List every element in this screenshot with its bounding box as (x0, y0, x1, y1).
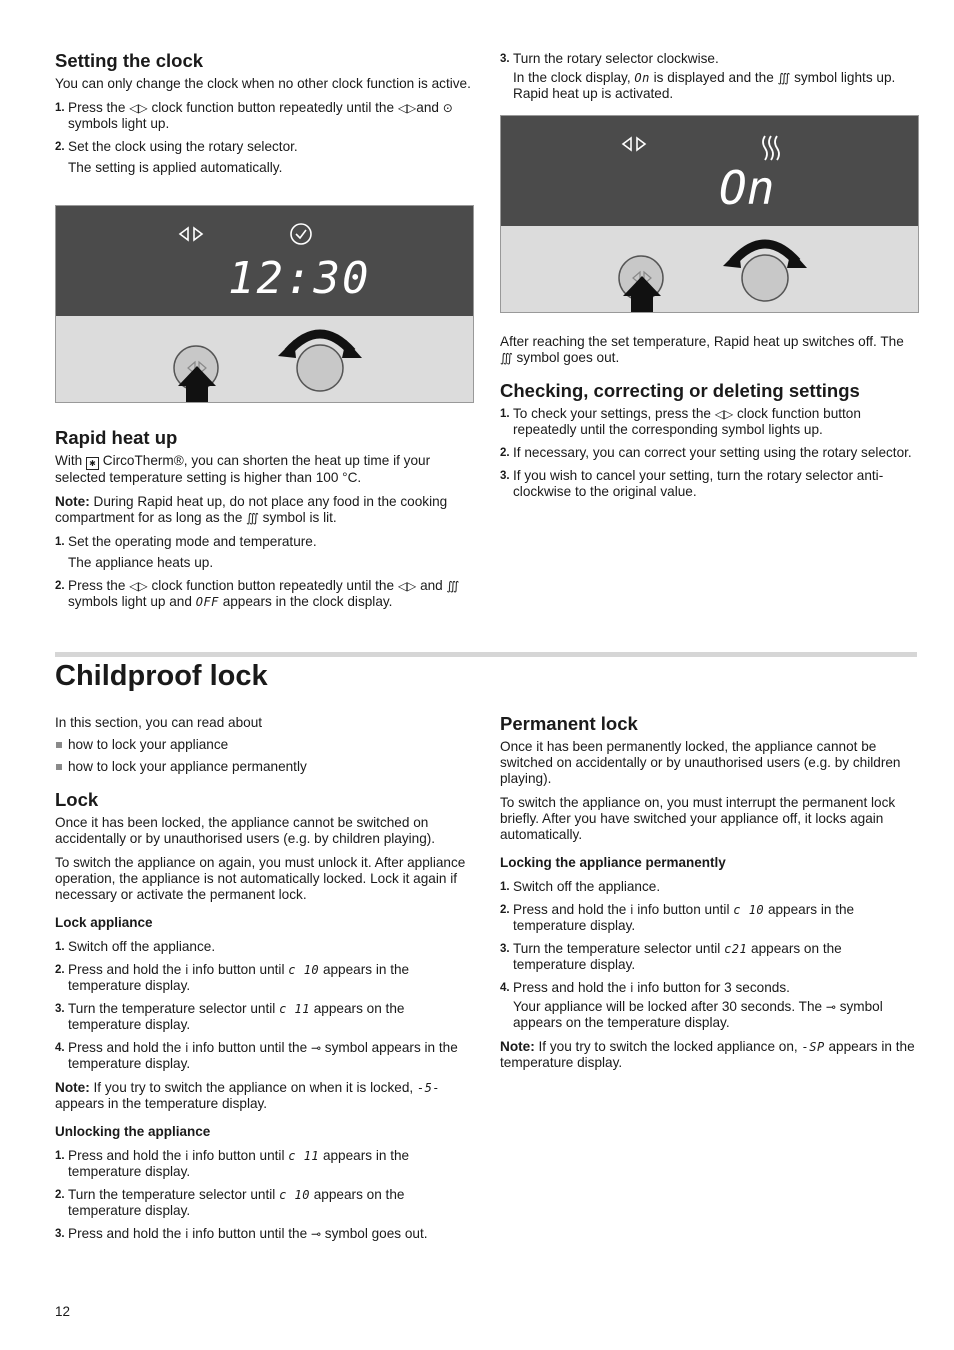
rapid-heat-steps-continued (500, 51, 918, 102)
locking-permanently-heading: Locking the appliance permanently (500, 855, 726, 870)
key-icon: ⊸ (310, 1041, 321, 1055)
list-item: how to lock your appliance permanently (55, 759, 475, 775)
list-item: 2. Set the clock using the rotary selector. The setting is applied automatically. (55, 139, 298, 175)
left-column-rapid (55, 427, 475, 618)
list-item: 1. To check your settings, press the ◁▷ clock function button repeatedly until the corresponding symbol lights up. (500, 406, 861, 437)
list-item: 2. Turn the temperature selector until c 10 appears on the temperature display. (55, 1187, 405, 1218)
display-code: OFF (195, 595, 219, 609)
permanent-para-2: To switch the appliance on, you must interrupt the permanent lock briefly. After you have switched your appliance off, it locks again automatically. (500, 795, 896, 842)
controls-drawing (501, 226, 918, 312)
key-icon: ⊸ (310, 1227, 321, 1241)
list-item: 3. Press and hold the i info button until the ⊸ symbol goes out. (55, 1226, 428, 1241)
left-column-top (55, 50, 475, 184)
list-item: how to lock your appliance (55, 737, 475, 753)
permanent-lock-steps (500, 879, 918, 1031)
page-number: 12 (55, 1304, 71, 1319)
info-icon: i (630, 903, 634, 917)
list-item: 3. Turn the temperature selector until c21 appears on the temperature display. (500, 941, 842, 972)
list-item: 3. If you wish to cancel your setting, turn the rotary selector anti-clockwise to the original value. (500, 468, 884, 499)
controls-drawing (56, 316, 473, 402)
panel-display (501, 116, 918, 226)
unlocking-heading: Unlocking the appliance (55, 1124, 211, 1139)
clock-function-icon (623, 138, 645, 150)
lock-appliance-steps (55, 939, 475, 1072)
list-item: 2. Press and hold the i info button until c 10 appears in the temperature display. (55, 962, 410, 993)
unlocking-steps (55, 1148, 475, 1242)
rapid-heat-heading: Rapid heat up (55, 427, 178, 448)
display-code: c 10 (288, 963, 320, 977)
clock-function-icon: ◁▷ (397, 101, 417, 115)
permanent-para-1: Once it has been permanently locked, the appliance cannot be switched on accidentally or by unauthorised users (e.g. by children playing). (500, 739, 901, 786)
list-item: 4. Press and hold the i info button for 3 seconds. Your appliance will be locked after 30 seconds. The ⊸ symbol appears on the temperature display. (500, 980, 883, 1030)
info-icon: i (185, 1041, 189, 1055)
rapid-heat-panel-illustration (500, 115, 919, 313)
bullet-icon (56, 742, 62, 748)
rapid-heat-icon (763, 136, 779, 160)
clock-display-time: 12:30 (228, 253, 371, 304)
info-icon: i (185, 963, 189, 977)
chapter-divider (55, 652, 917, 657)
permanent-lock-heading: Permanent lock (500, 713, 638, 734)
clock-panel-illustration (55, 205, 474, 403)
clock-function-icon: ◁▷ (397, 579, 417, 593)
permanent-note: Note: If you try to switch the locked appliance on, -SP appears in the temperature display. (500, 1039, 915, 1070)
display-code: -SP (801, 1040, 825, 1054)
clock-function-icon: ◁▷ (714, 407, 734, 421)
rapid-heat-intro: With ✱ CircoTherm®, you can shorten the heat up time if your selected temperature setting is higher than 100 °C. (55, 453, 431, 485)
list-item: 2. Press and hold the i info button until c 10 appears in the temperature display. (500, 902, 855, 933)
panel-controls (56, 316, 473, 402)
setting-clock-heading: Setting the clock (55, 50, 204, 71)
lock-heading: Lock (55, 789, 99, 810)
display-symbols (501, 116, 918, 226)
list-item: 1. Switch off the appliance. (500, 879, 661, 894)
display-code: c21 (724, 942, 748, 956)
list-item: 1. Set the operating mode and temperature. The appliance heats up. (55, 534, 317, 570)
info-icon: i (185, 1149, 189, 1163)
right-column-checking (500, 334, 918, 508)
rapid-heat-icon: ∭ (777, 71, 791, 85)
info-icon: i (185, 1227, 189, 1241)
checking-heading: Checking, correcting or deleting settings (500, 380, 860, 401)
lock-para-1: Once it has been locked, the appliance cannot be switched on accidentally or by unauthorised users (e.g. by children playing). (55, 815, 436, 846)
list-item: 4. Press and hold the i info button until the ⊸ symbol appears in the temperature display. (55, 1040, 458, 1071)
checking-steps (500, 406, 918, 500)
childproof-lock-heading: Childproof lock (55, 660, 268, 692)
clock-symbol-icon (291, 224, 311, 244)
setting-clock-steps (55, 100, 475, 176)
setting-clock-intro: You can only change the clock when no other clock function is active. (55, 76, 471, 91)
childproof-intro: In this section, you can read about (55, 715, 263, 730)
list-item: 3. Turn the temperature selector until c 11 appears on the temperature display. (55, 1001, 405, 1032)
childproof-bullets (55, 737, 475, 775)
left-column-bottom (55, 715, 475, 1250)
display-code: c 11 (288, 1149, 320, 1163)
bullet-icon (56, 764, 62, 770)
display-code: -5- (416, 1081, 441, 1095)
clock-function-icon (180, 228, 202, 240)
display-code: c 11 (279, 1002, 310, 1016)
panel-display (56, 206, 473, 316)
list-item: 1. Press the ◁▷ clock function button repeatedly until the ◁▷and ⊙ symbols light up. (55, 100, 453, 131)
rapid-heat-steps (55, 534, 475, 610)
list-item: 2. If necessary, you can correct your setting using the rotary selector. (500, 445, 912, 460)
key-icon: ⊸ (825, 1000, 836, 1014)
rapid-heat-note: Note: During Rapid heat up, do not place any food in the cooking compartment for as long as the ∭ symbol is lit. (55, 494, 448, 525)
rapid-heat-icon: ∭ (446, 579, 460, 593)
list-item: 3. Turn the rotary selector clockwise. In the clock display, On is displayed and the ∭ symbol lights up. Rapid heat up is activated. (500, 51, 896, 101)
lock-note: Note: If you try to switch the appliance on when it is locked, -5- appears in the temperature display. (55, 1080, 441, 1111)
rapid-heat-icon: ∭ (500, 351, 513, 365)
list-item: 2. Press the ◁▷ clock function button repeatedly until the ◁▷ and ∭ symbols light up and OFF appears in the clock display. (55, 578, 460, 609)
clock-function-icon: ◁▷ (129, 579, 148, 593)
rapid-heat-icon: ∭ (246, 511, 259, 525)
list-item: 1. Switch off the appliance. (55, 939, 216, 954)
right-column-top (500, 51, 918, 110)
lock-para-2: To switch the appliance on again, you must unlock it. After appliance operation, the appliance is not automatically locked. Lock it again if necessary or activate the permanent lock. (55, 855, 466, 902)
info-icon: i (630, 981, 634, 995)
clock-symbol-icon: ⊙ (442, 101, 453, 115)
display-code: c 10 (733, 903, 765, 917)
rapid-heat-after: After reaching the set temperature, Rapid heat up switches off. The ∭ symbol goes out. (500, 334, 904, 365)
circotherm-icon: ✱ (86, 457, 99, 470)
display-code: On (634, 71, 650, 85)
right-column-bottom (500, 713, 918, 1079)
rotary-selector-knob (723, 244, 807, 301)
lock-appliance-heading: Lock appliance (55, 915, 153, 930)
rotary-selector-knob (278, 334, 362, 391)
list-item: 1. Press and hold the i info button until c 11 appears in the temperature display. (55, 1148, 410, 1179)
display-on-text: On (719, 161, 775, 215)
display-code: c 10 (279, 1188, 310, 1202)
clock-function-icon: ◁▷ (129, 101, 148, 115)
panel-controls (501, 226, 918, 312)
